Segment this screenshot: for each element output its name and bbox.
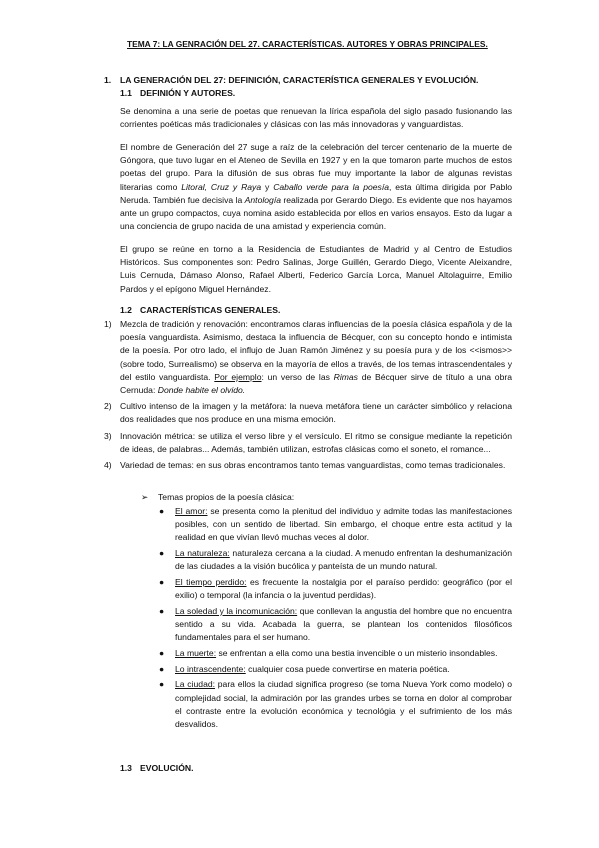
theme-text: es frecuente la nostalgia por el paraíso perdido: geográfico (por el exilio) o temporal (la infancia o la juventud perdidas). [175,577,512,601]
theme-text: se enfrentan a ella como una bestia invencible o un misterio insondables. [216,648,498,659]
theme-item [159,678,512,731]
theme-item [159,647,512,660]
list-item [104,459,512,472]
paragraph-name-origin [120,141,512,233]
theme-item [159,663,512,676]
paragraph-members: El grupo se reúne en torno a la Residencia de Estudiantes de Madrid y al Centro de Estudios Históricos. Sus componentes son: Pedro Salinas, Jorge Guillén, Gerardo Diego, Vicente Aleixandre, Luis Cernuda, Dámaso Alonso, Rafael Alberti, Federico García Lorca, Manuel Altolaguirre, Emilio Pardos y el epígono Miguel Hernández. [120,244,512,294]
section-1-heading [104,74,478,87]
list-item-text: Cultivo intenso de la imagen y la metáfora: la nueva metáfora tiene un carácter simbólico y relaciona dos realidades que nos produce en una misma emoción. [120,401,512,425]
bullet-icon: ● [159,663,165,674]
list-item-text: : un verso de las [261,371,334,382]
theme-text: naturaleza cercana a la ciudad. A menudo enfrentan la deshumanización de las ciudades a la visión bucólica y panteísta de un mundo natural. [175,548,512,572]
list-item-text: Mezcla de tradición y renovación: encontramos claras influencias de la poesía clásica española y de la poesía vanguardista. Asimismo, destaca la influencia de Bécquer, con su concepto hondo e intimista de la poesía. Por otro lado, el influjo de Juan Ramón Jiménez y su poesía pura y de los <<ismos>> (sobre todo, Surrealismo) se observa en la mayoría de ellos a través, de los temas intrascendentales y del estilo vanguardista. [120,319,512,382]
theme-term: La ciudad: [175,679,216,690]
bullet-icon: ● [159,548,165,559]
p2-italic-journals: Litoral, Cruz y Raya [181,181,262,192]
theme-item [159,547,512,573]
theme-item [159,505,512,545]
subsection-1-1-heading-text: DEFINIÓN Y AUTORES. [140,88,236,98]
p2-italic-antologia: Antología [244,194,281,205]
theme-term: La muerte: [175,648,217,659]
donde-habite-title: Donde habite el olvido. [157,385,246,396]
por-ejemplo-label: Por ejemplo [214,371,262,382]
subsection-1-3-heading-text: EVOLUCIÓN. [140,763,194,773]
themes-list [159,505,512,734]
theme-item [159,576,512,602]
paragraph-definition: Se denomina a una serie de poetas que renuevan la lírica española del siglo pasado fusionando las corrientes poéticas más tradicionales y clásicas con las más innovadoras y vanguardistas. [120,106,512,130]
rimas-title: Rimas [333,371,358,382]
theme-text: se presenta como la plenitud del individuo y admite todas las manifestaciones posibles, con un sentido de libertad. Sin embargo, el choque entre esta actitud y la realidad en que vivían llevó muchas veces al dolor. [175,506,512,543]
characteristics-list [104,318,512,475]
theme-term: La naturaleza: [175,548,230,559]
classic-themes-label: Temas propios de la poesía clásica: [158,492,295,502]
theme-term: La soledad y la incomunicación: [175,605,298,616]
p2-text-d: realizada por Gerardo Diego. Es evidente que nos hayamos ante un grupo compactos, cuya nomina asido establecida por ellos en varios ensayos. Esto da lugar a una conciencia de grupo nacida de una amistad y experiencia común. [120,194,512,232]
subsection-1-2-heading [120,304,280,317]
theme-term: El amor: [175,506,208,516]
p2-text-c: , esta última dirigida por Pablo Neruda. También fue decisiva la [120,181,513,205]
p2-italic-caballo: Caballo verde para la poesía [273,181,389,192]
list-item-text: Variedad de temas: en sus obras encontramos tanto temas vanguardistas, como temas tradicionales. [120,460,506,471]
subsection-1-3-number: 1.3 [120,763,132,773]
subsection-1-2-heading-text: CARACTERÍSTICAS GENERALES. [140,305,281,315]
list-item [104,318,512,397]
theme-term: El tiempo perdido: [175,577,247,588]
list-item-number: 3) [104,430,112,441]
subsection-1-1-heading [120,87,235,100]
bullet-icon: ● [159,605,165,616]
bullet-icon: ● [159,506,165,516]
list-item-number: 1) [104,319,112,329]
subsection-1-2-number: 1.2 [120,305,132,315]
bullet-icon: ● [159,648,165,659]
section-1-heading-text: LA GENERACIÓN DEL 27: DEFINICIÓN, CARACTERÍSTICA GENERALES Y EVOLUCIÓN. [120,75,479,85]
bullet-icon: ● [159,679,165,690]
list-item-number: 4) [104,460,112,471]
bullet-icon: ● [159,577,165,588]
subsection-1-1-number: 1.1 [120,88,132,98]
list-item-number: 2) [104,401,112,412]
theme-item [159,605,512,645]
document-title: TEMA 7: LA GENRACIÓN DEL 27. CARACTERÍSTICAS. AUTORES Y OBRAS PRINCIPALES. [127,39,488,49]
theme-term: Lo intrascendente: [175,663,246,674]
theme-text: que conllevan la angustia del hombre que no encuentra sentido a su vida. Acabada la guerra, se plantean los contenidos filosóficos fundamentales para el ser humano. [175,605,512,643]
list-item-text: de Bécquer sirve de título a una obra Cernuda: [120,371,512,396]
p2-text-a: El nombre de Generación del 27 suge a raíz de la celebración del tercer centenario de la muerte de Góngora, que tuvo lugar en el Ateneo de Sevilla en 1927 y en la que tomaron parte muchos de estos poetas del grupo. Para la difusión de sus obras fue muy importante la labor de algunas revistas literarias como [120,142,512,192]
list-item [104,430,512,456]
p2-text-b: y [261,181,274,192]
list-item [104,400,512,426]
classic-themes-heading [141,491,294,504]
section-1-number: 1. [104,75,112,85]
theme-text: cualquier cosa puede convertirse en materia poética. [245,663,450,674]
arrow-bullet-icon: ➢ [141,492,149,502]
subsection-1-3-heading [120,762,193,775]
theme-text: para ellos la ciudad significa progreso (se toma Nueva York como modelo) o complejidad social, la admiración por las grandes urbes se torna en dolor al comprobar el contraste entre la evolución económica y tecnológia y el sufrimiento de los más desvalidos. [175,679,512,730]
list-item-text: Innovación métrica: se utiliza el verso libre y el versículo. El ritmo se consigue mediante la repetición de ideas, de palabras... Además, también utilizan, estrofas clásicas como el soneto, el romance... [120,430,512,454]
